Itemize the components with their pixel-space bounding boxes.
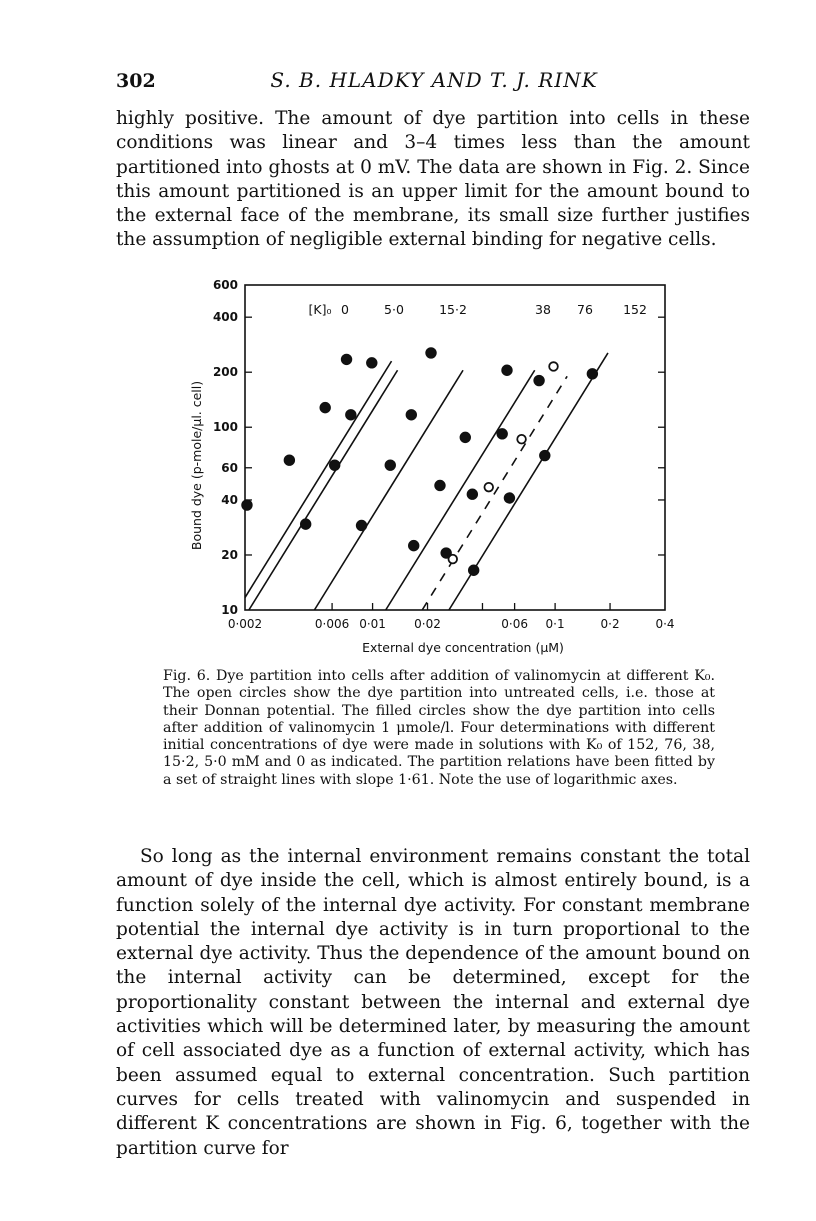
paragraph-top: highly positive. The amount of dye partition into cells in these conditions was linear and 3–4 times less than the amount partitioned into ghosts at 0 mV. The data are shown in Fig. 2. Since this amount partitioned is an upper limit for the amount bound to the external face of the membrane, its small size further justifies the assumption of negligible external binding for negative cells. [116, 108, 750, 251]
paragraph-bottom: So long as the internal environment remains constant the total amount of dye inside the cell, which is almost entirely bound, is a function solely of the internal dye activity. For constant membrane potential the internal dye activity is in turn proportional to the external dye activity. Thus the dependence of the amount bound on the internal activity can be determined, except for the proportionality constant between the internal and external dye activities which will be determined later, by measuring the amount of cell associated dye as a function of external activity, which has been assumed equal to external concentration. Such partition curves for cells treated with valinomycin and suspended in different K concentrations are shown in Fig. 6, together with the partition curve for [116, 846, 750, 1159]
y-tick-label: 60 [221, 460, 238, 475]
filled-data-point [356, 520, 366, 530]
filled-data-point [441, 548, 451, 558]
y-tick-label: 10 [221, 603, 238, 617]
x-tick-label: 0·06 [501, 617, 528, 631]
filled-data-point [346, 410, 356, 420]
x-tick-label: 0·2 [600, 617, 620, 631]
filled-data-point [329, 460, 339, 470]
x-tick-label: 0·01 [359, 617, 386, 631]
series-label: 152 [623, 302, 647, 317]
filled-data-point [534, 375, 544, 385]
filled-data-point [587, 369, 597, 379]
series-label: 76 [577, 302, 593, 317]
filled-data-point [460, 432, 470, 442]
y-tick-label: 40 [221, 492, 238, 507]
filled-data-point [540, 450, 550, 460]
running-head-authors: S. B. HLADKY AND T. J. RINK [270, 68, 598, 92]
filled-data-point [406, 410, 416, 420]
y-tick-label: 600 [212, 278, 238, 292]
filled-data-point [341, 354, 351, 364]
filled-data-point [385, 460, 395, 470]
y-tick-label: 200 [212, 365, 238, 380]
y-tick-label: 20 [221, 547, 238, 562]
open-data-point [517, 435, 526, 444]
filled-data-point [242, 500, 252, 510]
filled-data-point [426, 348, 436, 358]
series-label: 0 [341, 302, 349, 317]
filled-data-point [409, 540, 419, 550]
partition-chart [170, 268, 690, 663]
filled-data-point [502, 365, 512, 375]
x-axis-label: External dye concentration (μM) [362, 640, 564, 655]
y-tick-label: 400 [212, 310, 238, 325]
legend-prefix: [K]₀ [308, 302, 332, 317]
x-tick-label: 0·006 [314, 617, 350, 631]
filled-data-point [367, 358, 377, 368]
series-label: 5·0 [384, 302, 404, 317]
filled-data-point [468, 565, 478, 575]
fit-line-k4 [422, 376, 567, 610]
page-number: 302 [116, 70, 156, 92]
fit-line-k0 [245, 361, 392, 597]
filled-data-point [320, 402, 330, 412]
y-axis-label: Bound dye (p-mole/μl. cell) [189, 380, 204, 551]
open-data-point [484, 483, 493, 492]
series-label: 38 [535, 302, 551, 317]
fit-line-k3 [386, 370, 535, 610]
figure-caption: Fig. 6. Dye partition into cells after addition of valinomycin at different K₀. The open circles show the dye partition into untreated cells, i.e. those at their Donnan potential. The filled circles show the dye partition into cells after addition of valinomycin 1 μmole/l. Four determinations with different initial concentrations of dye were made in solutions with K₀ of 152, 76, 38, 15·2, 5·0 mM and 0 as indicated. The partition relations have been fitted by a set of straight lines with slope 1·61. Note the use of logarithmic axes. [163, 668, 715, 788]
filled-data-point [284, 455, 294, 465]
filled-data-point [497, 429, 507, 439]
y-tick-label: 100 [212, 420, 238, 435]
filled-data-point [504, 493, 514, 503]
x-tick-label: 0·002 [227, 617, 263, 631]
filled-data-point [467, 489, 477, 499]
x-tick-label: 0·1 [545, 617, 565, 631]
x-tick-label: 0·4 [655, 617, 675, 631]
running-head [116, 64, 752, 96]
x-tick-label: 0·02 [414, 617, 441, 631]
filled-data-point [300, 519, 310, 529]
filled-data-point [435, 480, 445, 490]
open-data-point [549, 362, 558, 371]
figure-6 [170, 268, 690, 663]
series-label: 15·2 [439, 302, 467, 317]
